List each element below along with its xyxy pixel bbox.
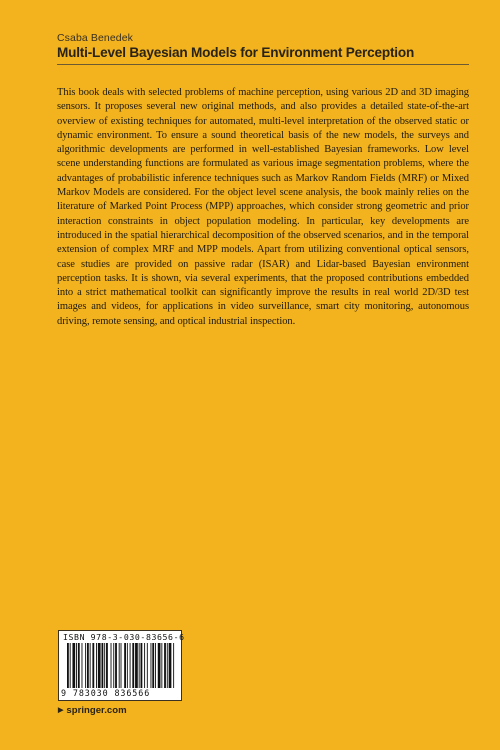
book-title: Multi-Level Bayesian Models for Environment Perception	[57, 45, 415, 60]
book-description: This book deals with selected problems of machine perception, using various 2D and 3D imaging sensors. It proposes several new original methods, and also provides a detailed state-of-the-art overview of existing techniques for automated, multi-level interpretation of the observed static or dynamic environment. To ensure a sound theoretical basis of the new models, the surveys and algorithmic developments are performed in well-established Bayesian frameworks. Low level scene understanding functions are formulated as various image segmentation problems, where the advantages of probabilistic inference techniques such as Markov Random Fields (MRF) or Mixed Markov Models are considered. For the object level scene analysis, the book mainly relies on the literature of Marked Point Process (MPP) approaches, which consider strong geometric and prior interaction constraints in object population modeling. In particular, key developments are introduced in the spatial hierarchical decomposition of the observed scenarios, and in the temporal extension of complex MRF and MPP models. Apart from utilizing conventional optical sensors, case studies are provided on passive radar (ISAR) and Lidar-based Bayesian environment perception tasks. It is shown, via several experiments, that the proposed contributions embedded into a strict mathematical toolkit can significantly improve the results in real world 2D/3D test images and videos, for applications in video surveillance, smart city monitoring, autonomous driving, remote sensing, and optical industrial inspection.	[57, 87, 469, 327]
isbn-label: ISBN 978-3-030-83656-6	[63, 632, 185, 642]
publisher-url: springer.com	[66, 705, 127, 716]
barcode-bars	[67, 643, 175, 688]
publisher-link[interactable]	[58, 705, 127, 716]
ean-digits: 9 783030 836566	[61, 688, 151, 698]
triangle-right-icon: ▶	[58, 707, 64, 714]
isbn-barcode-box	[58, 630, 185, 701]
title-divider	[57, 64, 469, 65]
author-name: Csaba Benedek	[57, 32, 134, 44]
